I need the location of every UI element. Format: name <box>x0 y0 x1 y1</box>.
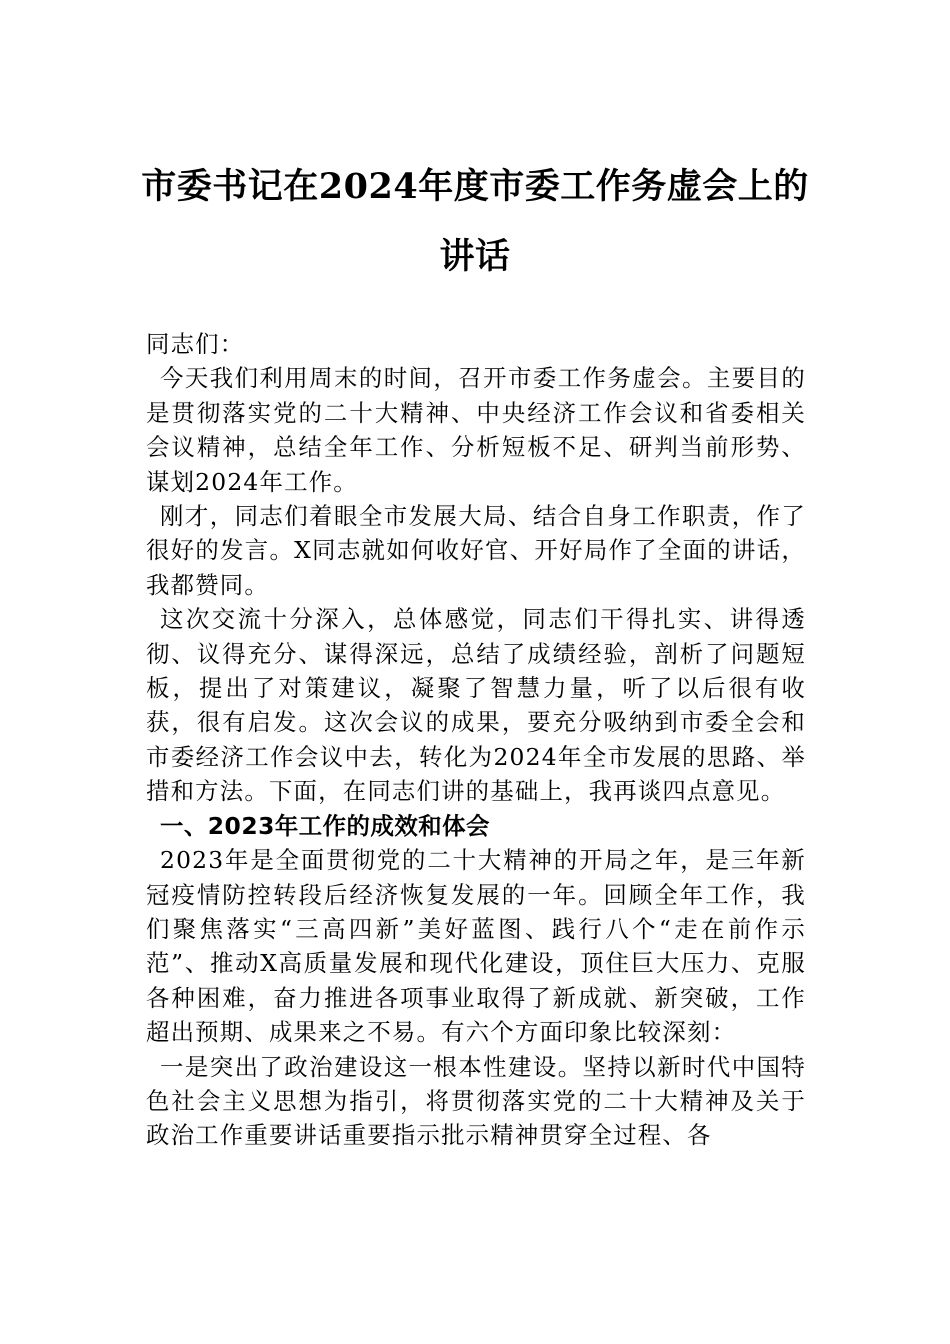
salutation: 同志们： <box>146 330 245 358</box>
title-line-2: 讲话 <box>439 236 511 277</box>
title-line-1: 市委书记在2024年度市委工作务虚会上的 <box>141 166 809 207</box>
paragraph: 今天我们利用周末的时间，召开市委工作务虚会。主要目的是贯彻落实党的二十大精神、中央经济工作会议和省委相关会议精神，总结全年工作、分析短板不足、研判当前形势、谋划2024年工作。 <box>146 364 806 496</box>
paragraph: 一是突出了政治建设这一根本性建设。坚持以新时代中国特色社会主义思想为指引，将贯彻落实党的二十大精神及关于政治工作重要讲话重要指示批示精神贯穿全过程、各 <box>146 1052 806 1150</box>
document-body <box>146 327 806 1153</box>
document-title <box>130 152 820 292</box>
section-heading: 一、2023年工作的成效和体会 <box>160 811 490 840</box>
paragraph: 这次交流十分深入，总体感觉，同志们干得扎实、讲得透彻、议得充分、谋得深远，总结了成绩经验，剖析了问题短板，提出了对策建议，凝聚了智慧力量，听了以后很有收获，很有启发。这次会议的成果，要充分吸纳到市委全会和市委经济工作会议中去，转化为2024年全市发展的思路、举措和方法。下面，在同志们讲的基础上，我再谈四点意见。 <box>146 605 806 806</box>
paragraph: 刚才，同志们着眼全市发展大局、结合自身工作职责，作了很好的发言。X同志就如何收好官、开好局作了全面的讲话，我都赞同。 <box>146 502 806 599</box>
paragraph: 2023年是全面贯彻党的二十大精神的开局之年，是三年新冠疫情防控转段后经济恢复发展的一年。回顾全年工作，我们聚焦落实“三高四新”美好蓝图、践行八个“走在前作示范”、推动X高质量发展和现代化建设，顶住巨大压力、克服各种困难，奋力推进各项事业取得了新成就、新突破，工作超出预期、成果来之不易。有六个方面印象比较深刻： <box>146 846 806 1047</box>
